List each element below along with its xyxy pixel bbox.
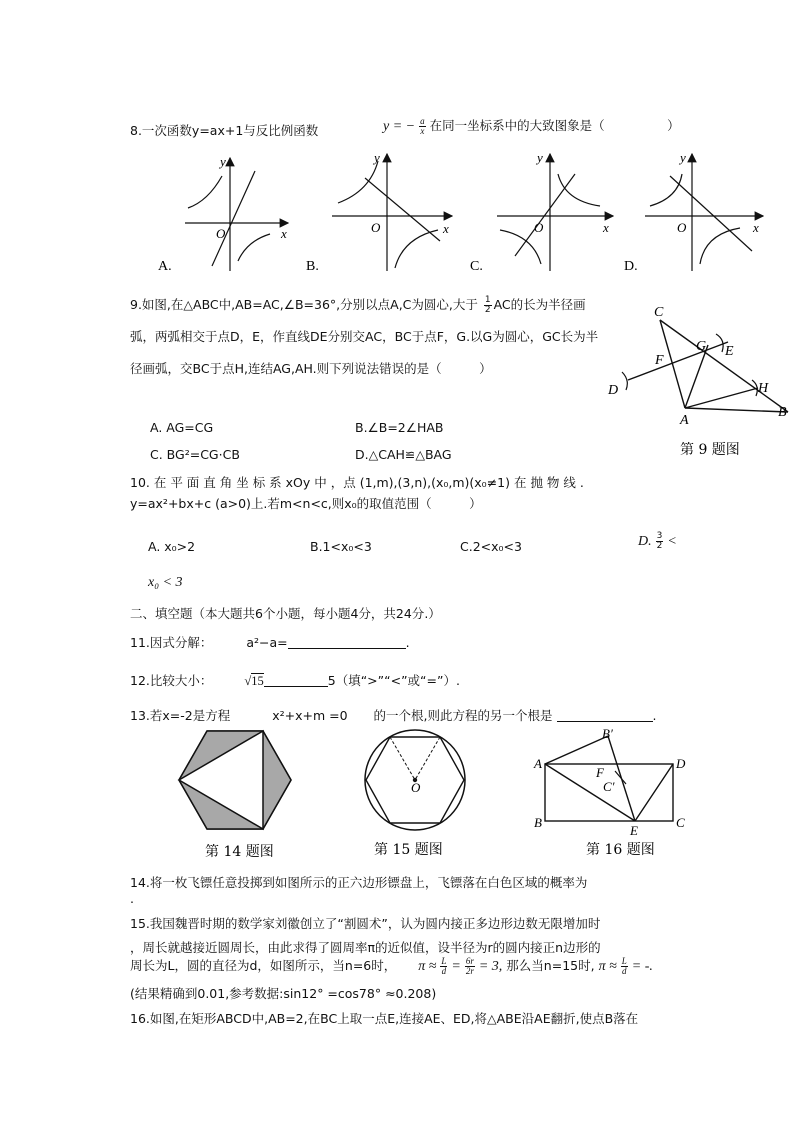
q10-opt-d-den: 2 [656,541,663,551]
q15-f2-num: 6r [465,956,474,966]
q9-label-b: B [778,405,787,420]
q15-f2-post: = 3, [478,959,503,974]
fig16-label-cp: C′ [603,779,615,794]
fig15-caption: 第 15 题图 [374,842,443,858]
q9-line1 [130,295,586,315]
q9-line3: 径画弧，交BC于点H,连结AG,AH.则下列说法错误的是（ ） [130,361,492,376]
q8-formula-den: x [420,126,425,136]
q10-opt-d-prefix: D. [638,534,652,549]
q8-formula-frac [419,117,426,136]
q15-f1-eq: = [451,959,461,974]
fig16-label-b: B [534,815,542,830]
fig15-center-label: O [411,780,421,795]
q15-f3-num: L [621,956,627,966]
q16-line1: 16.如图,在矩形ABCD中,AB=2,在BC上取一点E,连接AE、ED,将△ABE沿AE翻折,使点B落在 [130,1011,639,1026]
q15-line3-a: 周长为L，圆的直径为d，如图所示，当n=6时， [130,958,397,973]
q9-frac [484,296,492,315]
graph-c-line [515,174,575,256]
q8-suffix: 在同一坐标系中的大致图象是（ ） [429,118,680,133]
q10-opt-d-num: 3 [656,531,663,541]
q9-label-c: C [654,305,664,320]
fig16-label-bp: B′ [602,726,613,741]
q9-frac-den: 2 [484,305,491,315]
graph-b [306,150,452,274]
q8-formula [383,116,680,136]
graph-b-hyperbola-lr [395,230,438,268]
q9-label-e: E [725,344,734,359]
q8-formula-lhs: y = − [383,119,416,134]
graph-c-x-label: x [603,220,609,235]
q8-stem [130,121,318,139]
q14-line2: . [130,891,134,906]
graph-c-hyperbola-ur [558,174,600,206]
q12 [130,671,460,689]
q10-opt-d-cont: x₀ < 3 [148,575,183,590]
q15-line3-b: 那么当n=15时, [506,958,595,973]
q15-line3 [130,956,653,976]
q11-answer-blank[interactable] [288,636,406,649]
graph-a-option: A. [158,259,172,274]
q9-figure [600,300,793,465]
q14-line1: 14.将一枚飞镖任意投掷到如图所示的正六边形镖盘上，飞镖落在白色区域的概率为 [130,875,588,890]
q11 [130,633,410,651]
graph-b-y-label: y [374,150,380,165]
q9-opt-b: B.∠B=2∠HAB [355,420,444,435]
q9-line1-b: AC的长为半径画 [493,297,586,312]
q12-label: 12.比较大小： [130,673,213,688]
q8-formula-num: a [420,116,425,126]
graph-d [624,150,763,274]
q9-label-g: G [696,339,707,354]
fig14-caption: 第 14 题图 [205,844,274,860]
fig14 [170,728,300,863]
fig16-label-d: D [676,756,686,771]
fig15 [360,728,480,863]
q9-side-ca [660,320,685,408]
q15-f1-den: d [441,966,447,976]
fig16-label-e: E [630,823,638,838]
q15-f1-num: L [441,956,447,966]
graph-c-y-label: y [537,150,543,165]
q9-label-f: F [655,353,664,368]
graph-d-hyperbola-lr [700,228,740,264]
q9-opt-c: C. BG²=CG·CB [150,447,240,462]
graph-b-hyperbola-ul [338,161,378,203]
graph-a-origin: O [216,226,226,241]
q11-label: 11.因式分解： [130,635,213,650]
q13-end: . [652,708,657,723]
q9-opt-a: A. AG=CG [150,420,214,435]
fig16-label-c: C [676,815,685,830]
fig16 [530,726,700,863]
graph-d-hyperbola-ul [650,174,682,206]
q10-opt-d-frac [656,532,664,551]
q11-end: . [405,635,410,650]
q11-expr: a²−a= [246,635,288,650]
q13 [130,706,656,724]
graph-d-y-label: y [680,150,686,165]
q9-label-d: D [608,383,619,398]
q15-f1-frac [440,957,447,976]
q10-line2: y=ax²+bx+c (a>0)上.若m<n<c,则x₀的取值范围（ ） [130,496,482,511]
q9-line2: 弧，两弧相交于点D，E，作直线DE分别交AC，BC于点F，G.以G为圆心，GC长为半 [130,329,599,344]
q10-opt-d [638,532,677,551]
q15-line2: ，周长就越接近圆周长，由此求得了圆周率π的近似值，设半径为r的圆内接正n边形的 [130,940,601,955]
q8-prefix: 8.一次函数y=ax+1与反比例函数 [130,123,319,138]
q15-line1: 15.我国魏晋时期的数学家刘徽创立了“割圆术”，认为圆内接正多边形边数无限增加时 [130,916,601,931]
q13-answer-blank[interactable] [557,709,653,722]
q8-graphs [150,146,770,276]
q15-f3-post: = -. [631,959,653,974]
graph-d-option: D. [624,259,638,274]
graph-c-option: C. [470,259,483,274]
q12-rest: 5（填“>”“<”或“=”）. [327,673,460,688]
q10-opt-a: A. x₀>2 [148,539,196,554]
q9-arc-e [716,334,723,352]
q10-opt-c: C.2<x₀<3 [460,539,522,554]
graph-a-hyperbola-lr [238,234,270,261]
q10-opt-d-suffix: < [667,534,677,549]
q9-line1-a: 9.如图,在△ABC中,AB=AC,∠B=36°,分别以点A,C为圆心,大于 [130,297,478,312]
graph-a-y-label: y [220,154,226,169]
fig16-seg-abp [545,736,608,764]
fig16-label-a: A [534,756,542,771]
q9-opt-d: D.△CAH≌△BAG [355,447,452,462]
q13-label: 13.若x=-2是方程 [130,708,231,723]
q15-f2-den: 2r [465,966,474,976]
graph-c-origin: O [534,220,544,235]
q9-side-ab [685,408,788,412]
q10-opt-b: B.1<x₀<3 [310,539,372,554]
fig16-label-f: F [596,765,604,780]
q9-frac-num: 1 [484,295,491,305]
fig14-shaded-right [263,731,291,829]
graph-a [158,154,288,274]
graph-b-x-label: x [443,221,449,236]
q9-label-a: A [680,413,689,428]
q12-radicand: 15 [251,674,264,688]
q9-line-de [628,342,728,380]
graph-c [470,150,613,274]
graph-d-origin: O [677,220,687,235]
graph-a-hyperbola-ul [188,176,222,208]
q13-rest: 的一个根,则此方程的另一个根是 [373,708,553,723]
fig16-caption: 第 16 题图 [586,842,655,858]
graph-a-x-label: x [281,226,287,241]
q12-sqrt: √15 [244,674,264,688]
q13-eq: x²+x+m =0 [272,708,348,723]
graph-d-x-label: x [753,220,759,235]
q15-f2-frac [465,957,475,976]
q15-f3-frac [621,957,628,976]
section-2-heading: 二、填空题（本大题共6个小题，每小题4分，共24分.） [130,606,441,621]
q12-answer-blank[interactable] [264,674,328,687]
q9-label-h: H [758,381,769,396]
q9-seg-ah [685,388,758,408]
graph-c-hyperbola-ll [500,230,541,264]
q15-f3-den: d [622,966,627,976]
graph-b-option: B. [306,259,319,274]
q10-line1: 10. 在 平 面 直 角 坐 标 系 xOy 中 ，点 (1,m),(3,n),(x₀,m)(x₀≠1) 在 抛 物 线 . [130,475,584,490]
q9-side-cb [660,320,788,412]
q9-caption: 第 9 题图 [680,442,740,458]
q15-f3-pre: π ≈ [598,959,617,974]
q15-line4: (结果精确到0.01,参考数据:sin12° =cos78° ≈0.208) [130,986,437,1001]
q9-arc-d [622,372,627,390]
graph-b-origin: O [371,220,381,235]
graph-a-line [212,171,255,266]
q15-f1-pre: π ≈ [418,959,437,974]
graph-d-line [670,176,752,251]
